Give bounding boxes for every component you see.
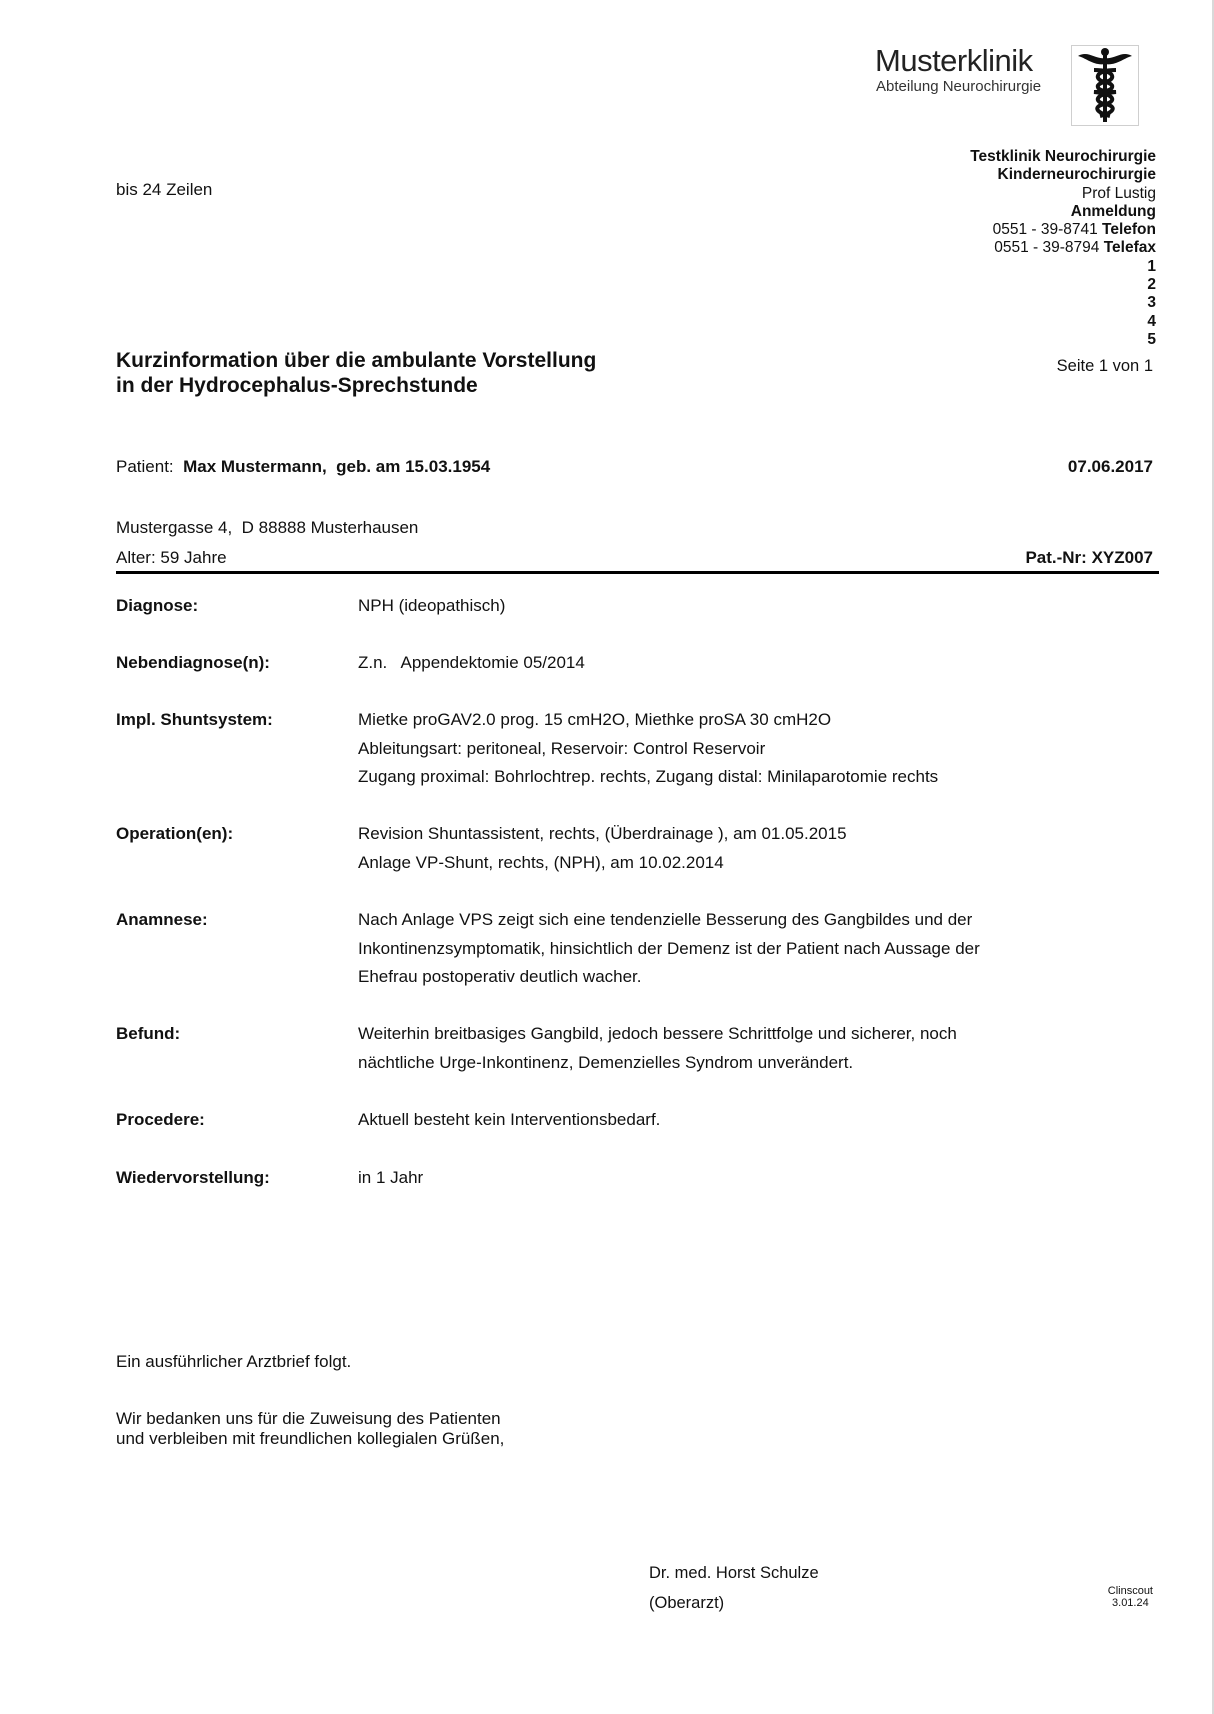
befund-line-2: nächtliche Urge-Inkontinenz, Demenzielles Syndrom unverändert.	[358, 1052, 854, 1072]
patient-label: Patient:	[116, 457, 174, 476]
title-line-1: Kurzinformation über die ambulante Vorstellung	[116, 349, 597, 372]
header-divider	[116, 571, 1159, 574]
fax-number: 0551 - 39-8794	[994, 239, 1100, 257]
caduceus-icon	[1071, 45, 1139, 126]
document-date: 07.06.2017	[1067, 457, 1153, 476]
software-version: 3.01.24	[1112, 1597, 1149, 1609]
title-line-2: in der Hydrocephalus-Sprechstunde	[116, 374, 478, 397]
procedere-label: Procedere:	[116, 1110, 205, 1129]
fax-label: Telefax	[1103, 239, 1156, 257]
befund-label: Befund:	[116, 1024, 181, 1043]
shunt-text	[358, 706, 938, 792]
wiedervorstellung-text: in 1 Jahr	[358, 1168, 424, 1187]
patient-age: Alter: 59 Jahre	[116, 548, 227, 567]
software-stamp	[1108, 1585, 1153, 1609]
software-name: Clinscout	[1107, 1585, 1153, 1597]
closing-line-1: Wir bedanken uns für die Zuweisung des Patienten	[116, 1409, 501, 1428]
patnr-value: XYZ007	[1091, 548, 1153, 567]
sender-line-3: 3	[1147, 294, 1156, 312]
recipient-address-field: bis 24 Zeilen	[116, 180, 213, 199]
sender-fax	[856, 239, 1156, 257]
page-number: Seite 1 von 1	[1056, 357, 1153, 375]
anamnese-line-1: Nach Anlage VPS zeigt sich eine tendenzielle Besserung des Gangbildes und der	[358, 910, 973, 929]
clinic-logo-department: Abteilung Neurochirurgie	[876, 78, 1042, 95]
sender-line-1: 1	[1147, 257, 1156, 275]
nebendiagnose-text: Z.n. Appendektomie 05/2014	[358, 653, 585, 672]
sender-clinic: Testklinik Neurochirurgie	[970, 148, 1156, 165]
signature-name: Dr. med. Horst Schulze	[649, 1564, 819, 1582]
sender-registration: Anmeldung	[1070, 202, 1156, 220]
anamnese-text	[358, 906, 980, 992]
operation-text	[358, 820, 847, 877]
sender-block	[856, 148, 1156, 348]
operation-label: Operation(en):	[116, 824, 234, 843]
sender-department: Kinderneurochirurgie	[997, 166, 1156, 184]
closing-line-2: und verbleiben mit freundlichen kollegialen Grüßen,	[116, 1429, 505, 1448]
patient-number	[1025, 548, 1153, 568]
operation-line-1: Revision Shuntassistent, rechts, (Überdrainage ), am 01.05.2015	[358, 824, 847, 843]
sender-person: Prof Lustig	[1081, 184, 1156, 202]
signature-role: (Oberarzt)	[649, 1594, 725, 1612]
anamnese-line-2: Inkontinenzsymptomatik, hinsichtlich der Demenz ist der Patient nach Aussage der	[358, 938, 980, 958]
sender-phone	[856, 221, 1156, 239]
diagnose-label: Diagnose:	[116, 596, 199, 615]
nebendiagnose-label: Nebendiagnose(n):	[116, 653, 270, 672]
shunt-label: Impl. Shuntsystem:	[116, 710, 273, 729]
patient-name-dob: Max Mustermann, geb. am 15.03.1954	[183, 457, 491, 476]
procedere-text: Aktuell besteht kein Interventionsbedarf.	[358, 1110, 661, 1129]
anamnese-line-3: Ehefrau postoperativ deutlich wacher.	[358, 967, 642, 986]
shunt-line-1: Mietke proGAV2.0 prog. 15 cmH2O, Miethke proSA 30 cmH2O	[358, 710, 832, 729]
patient-address: Mustergasse 4, D 88888 Musterhausen	[116, 518, 419, 537]
befund-line-1: Weiterhin breitbasiges Gangbild, jedoch bessere Schrittfolge und sicherer, noch	[358, 1024, 957, 1043]
diagnose-text: NPH (ideopathisch)	[358, 596, 506, 615]
followup-note: Ein ausführlicher Arztbrief folgt.	[116, 1352, 352, 1371]
sender-line-4: 4	[1147, 312, 1156, 330]
shunt-line-2: Ableitungsart: peritoneal, Reservoir: Control Reservoir	[358, 738, 766, 758]
anamnese-label: Anamnese:	[116, 910, 208, 929]
wiedervorstellung-label: Wiedervorstellung:	[116, 1168, 270, 1187]
document-title	[116, 348, 596, 398]
operation-line-2: Anlage VP-Shunt, rechts, (NPH), am 10.02.2014	[358, 852, 724, 872]
patnr-label: Pat.-Nr:	[1025, 548, 1092, 567]
phone-number: 0551 - 39-8741	[992, 221, 1098, 239]
clinic-logo-name: Musterklinik	[875, 43, 1033, 78]
closing-greeting	[116, 1409, 504, 1449]
sender-line-5: 5	[1147, 330, 1156, 348]
sender-line-2: 2	[1147, 276, 1156, 294]
phone-label: Telefon	[1102, 221, 1156, 239]
shunt-line-3: Zugang proximal: Bohrlochtrep. rechts, Zugang distal: Minilaparotomie rechts	[358, 767, 939, 786]
patient-line	[116, 457, 490, 477]
befund-text	[358, 1020, 957, 1077]
